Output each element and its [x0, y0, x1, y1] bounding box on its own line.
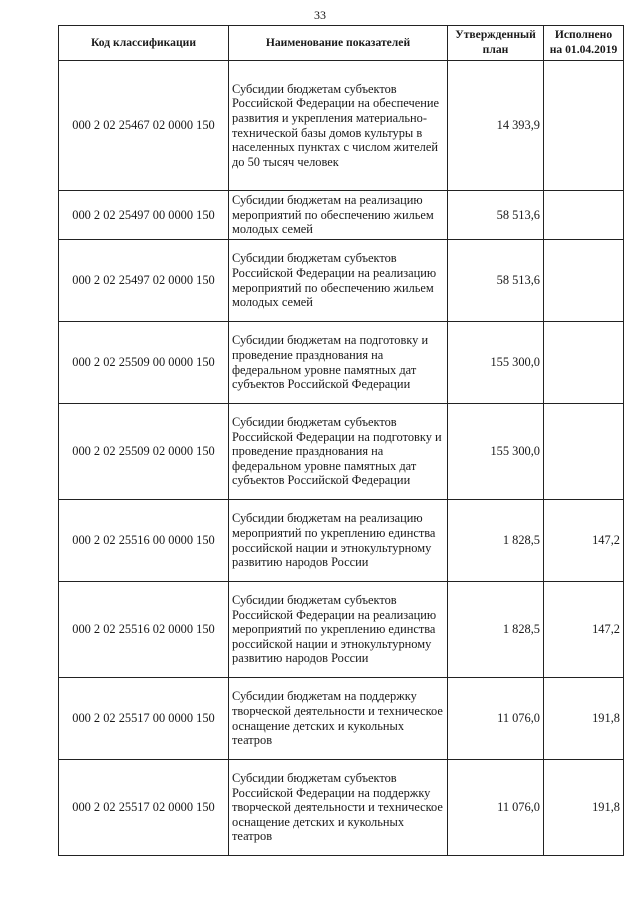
- cell-code: 000 2 02 25517 00 0000 150: [59, 678, 229, 760]
- cell-done: [544, 322, 624, 404]
- cell-done: [544, 191, 624, 240]
- header-done: [544, 26, 624, 61]
- header-done-line2: на 01.04.2019: [549, 43, 618, 56]
- cell-code: 000 2 02 25467 02 0000 150: [59, 61, 229, 191]
- cell-done: 191,8: [544, 678, 624, 760]
- table-row: [59, 760, 624, 856]
- cell-plan: 1 828,5: [448, 500, 544, 582]
- header-plan-line2: план: [482, 43, 509, 56]
- cell-done: [544, 404, 624, 500]
- header-plan-line1: Утвержденный: [455, 28, 536, 42]
- cell-name: Субсидии бюджетам субъектов Российской Федерации на реализацию мероприятий по обеспечению жильем молодых семей: [229, 240, 448, 322]
- cell-plan: 11 076,0: [448, 760, 544, 856]
- table-row: [59, 191, 624, 240]
- cell-code: 000 2 02 25509 00 0000 150: [59, 322, 229, 404]
- cell-code: 000 2 02 25509 02 0000 150: [59, 404, 229, 500]
- cell-code: 000 2 02 25517 02 0000 150: [59, 760, 229, 856]
- budget-table: [58, 25, 624, 856]
- cell-plan: 155 300,0: [448, 404, 544, 500]
- table-row: [59, 404, 624, 500]
- header-done-line1: Исполнено: [554, 28, 613, 42]
- cell-name: Субсидии бюджетам на реализацию мероприятий по обеспечению жильем молодых семей: [229, 191, 448, 240]
- page-number: 33: [314, 8, 326, 22]
- cell-code: 000 2 02 25497 02 0000 150: [59, 240, 229, 322]
- cell-code: 000 2 02 25497 00 0000 150: [59, 191, 229, 240]
- table-row: [59, 582, 624, 678]
- table-row: [59, 678, 624, 760]
- cell-plan: 1 828,5: [448, 582, 544, 678]
- cell-code: 000 2 02 25516 00 0000 150: [59, 500, 229, 582]
- cell-plan: 58 513,6: [448, 191, 544, 240]
- table-row: [59, 61, 624, 191]
- cell-plan: 11 076,0: [448, 678, 544, 760]
- table-row: [59, 500, 624, 582]
- cell-code: 000 2 02 25516 02 0000 150: [59, 582, 229, 678]
- cell-name: Субсидии бюджетам субъектов Российской Федерации на реализацию мероприятий по укреплению единства российской нации и этнокультурному развитию народов России: [229, 582, 448, 678]
- header-name: Наименование показателей: [229, 26, 448, 61]
- header-plan: [448, 26, 544, 61]
- cell-name: Субсидии бюджетам субъектов Российской Федерации на поддержку творческой деятельности и техническое оснащение детских и кукольных театров: [229, 760, 448, 856]
- cell-name: Субсидии бюджетам на подготовку и проведение празднования на федеральном уровне памятных дат субъектов Российской Федерации: [229, 322, 448, 404]
- cell-done: 191,8: [544, 760, 624, 856]
- table-header-row: [59, 26, 624, 61]
- header-code: Код классификации: [59, 26, 229, 61]
- cell-name: Субсидии бюджетам субъектов Российской Федерации на обеспечение развития и укрепления материально-технической базы домов культуры в населенных пунктах с числом жителей до 50 тысяч человек: [229, 61, 448, 191]
- cell-name: Субсидии бюджетам на реализацию мероприятий по укреплению единства российской нации и этнокультурному развитию народов России: [229, 500, 448, 582]
- table-row: [59, 322, 624, 404]
- table-row: [59, 240, 624, 322]
- cell-done: [544, 240, 624, 322]
- cell-done: 147,2: [544, 582, 624, 678]
- cell-name: Субсидии бюджетам субъектов Российской Федерации на подготовку и проведение празднования на федеральном уровне памятных дат субъектов Российской Федерации: [229, 404, 448, 500]
- cell-done: 147,2: [544, 500, 624, 582]
- cell-plan: 155 300,0: [448, 322, 544, 404]
- cell-plan: 14 393,9: [448, 61, 544, 191]
- cell-done: [544, 61, 624, 191]
- cell-name: Субсидии бюджетам на поддержку творческой деятельности и техническое оснащение детских и кукольных театров: [229, 678, 448, 760]
- cell-plan: 58 513,6: [448, 240, 544, 322]
